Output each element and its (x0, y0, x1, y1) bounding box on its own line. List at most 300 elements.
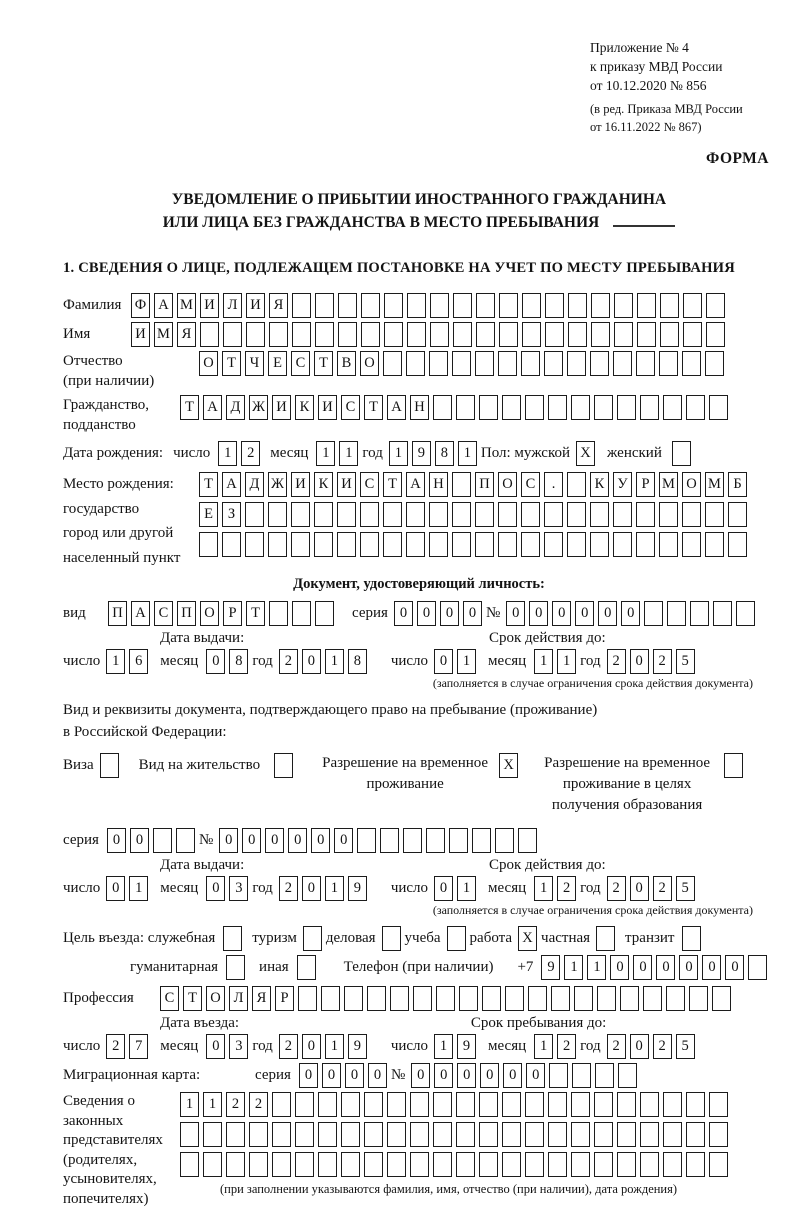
char-cell[interactable]: 1 (534, 1034, 553, 1059)
char-cell[interactable] (380, 828, 399, 853)
char-cell[interactable] (315, 322, 334, 347)
char-cell[interactable]: 1 (587, 955, 606, 980)
char-cell[interactable]: 5 (676, 1034, 695, 1059)
char-cell[interactable] (315, 293, 334, 318)
char-cell[interactable] (567, 472, 586, 497)
char-cell[interactable] (456, 1092, 475, 1117)
char-cell[interactable] (292, 322, 311, 347)
char-cell[interactable]: Т (383, 472, 402, 497)
char-cell[interactable] (426, 828, 445, 853)
char-cell[interactable] (682, 926, 701, 951)
char-cell[interactable]: 1 (218, 441, 237, 466)
char-cell[interactable]: Т (314, 351, 333, 376)
char-cell[interactable] (663, 395, 682, 420)
char-cell[interactable] (659, 502, 678, 527)
char-cell[interactable] (245, 502, 264, 527)
char-cell[interactable]: 0 (457, 1063, 476, 1088)
char-cell[interactable]: 2 (241, 441, 260, 466)
char-cell[interactable]: Е (268, 351, 287, 376)
char-cell[interactable] (249, 1152, 268, 1177)
char-cell[interactable] (318, 1092, 337, 1117)
char-cell[interactable] (528, 986, 547, 1011)
char-cell[interactable] (640, 395, 659, 420)
char-cell[interactable]: О (682, 472, 701, 497)
char-cell[interactable] (357, 828, 376, 853)
char-cell[interactable] (360, 532, 379, 557)
char-cell[interactable]: И (291, 472, 310, 497)
char-cell[interactable] (476, 293, 495, 318)
char-cell[interactable]: О (200, 601, 219, 626)
char-cell[interactable]: 0 (345, 1063, 364, 1088)
char-cell[interactable] (429, 502, 448, 527)
char-cell[interactable] (544, 532, 563, 557)
char-cell[interactable]: 0 (322, 1063, 341, 1088)
char-cell[interactable] (383, 351, 402, 376)
char-cell[interactable] (410, 1122, 429, 1147)
char-cell[interactable]: Р (223, 601, 242, 626)
char-cell[interactable]: 0 (302, 1034, 321, 1059)
char-cell[interactable] (479, 1122, 498, 1147)
char-cell[interactable]: 2 (557, 1034, 576, 1059)
char-cell[interactable] (640, 1152, 659, 1177)
char-cell[interactable]: 0 (299, 1063, 318, 1088)
char-cell[interactable] (344, 986, 363, 1011)
char-cell[interactable] (203, 1122, 222, 1147)
char-cell[interactable] (274, 753, 293, 778)
char-cell[interactable] (659, 532, 678, 557)
char-cell[interactable] (387, 1092, 406, 1117)
char-cell[interactable]: Я (177, 322, 196, 347)
char-cell[interactable] (689, 986, 708, 1011)
char-cell[interactable] (567, 502, 586, 527)
char-cell[interactable]: 0 (656, 955, 675, 980)
char-cell[interactable] (594, 1122, 613, 1147)
char-cell[interactable] (341, 1122, 360, 1147)
char-cell[interactable]: Ж (249, 395, 268, 420)
char-cell[interactable]: Т (246, 601, 265, 626)
char-cell[interactable] (226, 1152, 245, 1177)
char-cell[interactable]: 0 (434, 1063, 453, 1088)
char-cell[interactable]: 6 (129, 649, 148, 674)
char-cell[interactable]: Н (429, 472, 448, 497)
char-cell[interactable]: Я (269, 293, 288, 318)
char-cell[interactable]: 8 (229, 649, 248, 674)
char-cell[interactable]: 1 (316, 441, 335, 466)
char-cell[interactable] (200, 322, 219, 347)
char-cell[interactable] (452, 472, 471, 497)
char-cell[interactable] (595, 1063, 614, 1088)
char-cell[interactable] (338, 322, 357, 347)
char-cell[interactable] (548, 395, 567, 420)
char-cell[interactable] (706, 293, 725, 318)
char-cell[interactable]: Л (229, 986, 248, 1011)
char-cell[interactable]: 2 (249, 1092, 268, 1117)
char-cell[interactable] (361, 322, 380, 347)
char-cell[interactable] (475, 351, 494, 376)
char-cell[interactable] (341, 1152, 360, 1177)
char-cell[interactable] (272, 1092, 291, 1117)
char-cell[interactable]: П (108, 601, 127, 626)
char-cell[interactable] (574, 986, 593, 1011)
char-cell[interactable] (406, 351, 425, 376)
char-cell[interactable]: 1 (434, 1034, 453, 1059)
char-cell[interactable] (433, 395, 452, 420)
char-cell[interactable] (525, 1152, 544, 1177)
char-cell[interactable] (430, 322, 449, 347)
char-cell[interactable]: Б (728, 472, 747, 497)
char-cell[interactable] (222, 532, 241, 557)
char-cell[interactable]: Т (364, 395, 383, 420)
char-cell[interactable] (100, 753, 119, 778)
char-cell[interactable] (291, 532, 310, 557)
char-cell[interactable]: 0 (526, 1063, 545, 1088)
char-cell[interactable]: З (222, 502, 241, 527)
char-cell[interactable]: 0 (506, 601, 525, 626)
char-cell[interactable]: И (200, 293, 219, 318)
char-cell[interactable]: 2 (607, 1034, 626, 1059)
char-cell[interactable]: И (272, 395, 291, 420)
char-cell[interactable] (318, 1122, 337, 1147)
char-cell[interactable]: 0 (311, 828, 330, 853)
char-cell[interactable]: Ф (131, 293, 150, 318)
char-cell[interactable] (297, 955, 316, 980)
char-cell[interactable]: 1 (325, 876, 344, 901)
char-cell[interactable]: 1 (129, 876, 148, 901)
char-cell[interactable] (572, 1063, 591, 1088)
char-cell[interactable]: С (360, 472, 379, 497)
char-cell[interactable] (413, 986, 432, 1011)
char-cell[interactable] (713, 601, 732, 626)
char-cell[interactable] (548, 1092, 567, 1117)
char-cell[interactable] (686, 1092, 705, 1117)
char-cell[interactable] (686, 395, 705, 420)
char-cell[interactable] (382, 926, 401, 951)
char-cell[interactable]: 9 (457, 1034, 476, 1059)
char-cell[interactable]: С (154, 601, 173, 626)
char-cell[interactable]: 0 (621, 601, 640, 626)
char-cell[interactable] (223, 322, 242, 347)
char-cell[interactable] (314, 532, 333, 557)
char-cell[interactable]: 0 (394, 601, 413, 626)
char-cell[interactable] (544, 502, 563, 527)
char-cell[interactable] (568, 293, 587, 318)
char-cell[interactable] (475, 532, 494, 557)
char-cell[interactable] (176, 828, 195, 853)
char-cell[interactable] (390, 986, 409, 1011)
char-cell[interactable] (666, 986, 685, 1011)
char-cell[interactable]: К (314, 472, 333, 497)
char-cell[interactable] (705, 532, 724, 557)
char-cell[interactable] (246, 322, 265, 347)
char-cell[interactable]: Т (183, 986, 202, 1011)
char-cell[interactable]: 0 (440, 601, 459, 626)
char-cell[interactable]: 0 (503, 1063, 522, 1088)
char-cell[interactable]: С (341, 395, 360, 420)
char-cell[interactable] (544, 351, 563, 376)
char-cell[interactable]: М (659, 472, 678, 497)
char-cell[interactable]: 0 (417, 601, 436, 626)
char-cell[interactable] (660, 322, 679, 347)
char-cell[interactable]: 0 (725, 955, 744, 980)
char-cell[interactable] (709, 1092, 728, 1117)
char-cell[interactable]: П (177, 601, 196, 626)
char-cell[interactable] (203, 1152, 222, 1177)
char-cell[interactable] (568, 322, 587, 347)
char-cell[interactable] (613, 532, 632, 557)
char-cell[interactable]: Д (226, 395, 245, 420)
char-cell[interactable] (449, 828, 468, 853)
char-cell[interactable] (728, 502, 747, 527)
char-cell[interactable]: Т (199, 472, 218, 497)
char-cell[interactable]: И (131, 322, 150, 347)
char-cell[interactable] (383, 502, 402, 527)
char-cell[interactable] (525, 1092, 544, 1117)
char-cell[interactable]: 0 (610, 955, 629, 980)
char-cell[interactable] (594, 1092, 613, 1117)
char-cell[interactable] (594, 395, 613, 420)
char-cell[interactable] (459, 986, 478, 1011)
char-cell[interactable] (272, 1152, 291, 1177)
char-cell[interactable]: 2 (279, 649, 298, 674)
char-cell[interactable] (384, 322, 403, 347)
char-cell[interactable] (525, 1122, 544, 1147)
char-cell[interactable] (295, 1092, 314, 1117)
char-cell[interactable]: А (406, 472, 425, 497)
char-cell[interactable]: 5 (676, 876, 695, 901)
char-cell[interactable] (364, 1092, 383, 1117)
char-cell[interactable] (596, 926, 615, 951)
char-cell[interactable] (430, 293, 449, 318)
char-cell[interactable] (571, 1122, 590, 1147)
char-cell[interactable] (180, 1122, 199, 1147)
char-cell[interactable] (318, 1152, 337, 1177)
char-cell[interactable] (663, 1122, 682, 1147)
char-cell[interactable] (226, 1122, 245, 1147)
char-cell[interactable] (269, 322, 288, 347)
char-cell[interactable]: 0 (130, 828, 149, 853)
char-cell[interactable] (298, 986, 317, 1011)
char-cell[interactable] (590, 351, 609, 376)
char-cell[interactable] (472, 828, 491, 853)
char-cell[interactable]: Л (223, 293, 242, 318)
char-cell[interactable]: 0 (463, 601, 482, 626)
char-cell[interactable] (447, 926, 466, 951)
char-cell[interactable] (683, 322, 702, 347)
char-cell[interactable] (433, 1122, 452, 1147)
char-cell[interactable]: 3 (229, 876, 248, 901)
char-cell[interactable] (686, 1152, 705, 1177)
char-cell[interactable]: С (521, 472, 540, 497)
char-cell[interactable] (495, 828, 514, 853)
char-cell[interactable]: И (246, 293, 265, 318)
char-cell[interactable]: 2 (279, 876, 298, 901)
char-cell[interactable] (571, 1092, 590, 1117)
char-cell[interactable] (153, 828, 172, 853)
char-cell[interactable]: 0 (302, 649, 321, 674)
char-cell[interactable] (245, 532, 264, 557)
char-cell[interactable]: Ж (268, 472, 287, 497)
char-cell[interactable] (482, 986, 501, 1011)
char-cell[interactable] (452, 351, 471, 376)
char-cell[interactable] (453, 293, 472, 318)
char-cell[interactable] (683, 293, 702, 318)
char-cell[interactable] (597, 986, 616, 1011)
char-cell[interactable]: 1 (534, 649, 553, 674)
char-cell[interactable] (453, 322, 472, 347)
char-cell[interactable] (705, 351, 724, 376)
char-cell[interactable]: А (131, 601, 150, 626)
char-cell[interactable] (367, 986, 386, 1011)
char-cell[interactable] (499, 322, 518, 347)
char-cell[interactable] (571, 395, 590, 420)
char-cell[interactable] (518, 828, 537, 853)
char-cell[interactable] (682, 351, 701, 376)
char-cell[interactable] (338, 293, 357, 318)
char-cell[interactable] (636, 351, 655, 376)
char-cell[interactable] (268, 502, 287, 527)
char-cell[interactable]: 1 (339, 441, 358, 466)
char-cell[interactable] (613, 502, 632, 527)
char-cell[interactable]: 1 (325, 649, 344, 674)
char-cell[interactable] (387, 1122, 406, 1147)
char-cell[interactable] (594, 1152, 613, 1177)
char-cell[interactable] (613, 351, 632, 376)
char-cell[interactable] (591, 322, 610, 347)
char-cell[interactable] (660, 293, 679, 318)
char-cell[interactable]: 2 (653, 1034, 672, 1059)
char-cell[interactable]: 1 (457, 649, 476, 674)
char-cell[interactable]: Р (275, 986, 294, 1011)
char-cell[interactable] (614, 322, 633, 347)
char-cell[interactable] (429, 532, 448, 557)
char-cell[interactable] (456, 395, 475, 420)
char-cell[interactable]: 0 (702, 955, 721, 980)
char-cell[interactable]: 2 (607, 876, 626, 901)
char-cell[interactable]: С (291, 351, 310, 376)
char-cell[interactable] (521, 502, 540, 527)
char-cell[interactable] (502, 1122, 521, 1147)
char-cell[interactable]: 1 (389, 441, 408, 466)
char-cell[interactable] (659, 351, 678, 376)
char-cell[interactable] (505, 986, 524, 1011)
char-cell[interactable] (292, 601, 311, 626)
char-cell[interactable] (686, 1122, 705, 1147)
char-cell[interactable]: 8 (348, 649, 367, 674)
char-cell[interactable]: 0 (480, 1063, 499, 1088)
char-cell[interactable] (364, 1122, 383, 1147)
char-cell[interactable]: 0 (265, 828, 284, 853)
char-cell[interactable] (226, 955, 245, 980)
char-cell[interactable] (617, 1092, 636, 1117)
char-cell[interactable] (643, 986, 662, 1011)
char-cell[interactable]: К (590, 472, 609, 497)
char-cell[interactable] (452, 502, 471, 527)
char-cell[interactable]: У (613, 472, 632, 497)
char-cell[interactable] (361, 293, 380, 318)
char-cell[interactable] (640, 1092, 659, 1117)
char-cell[interactable] (521, 351, 540, 376)
char-cell[interactable] (180, 1152, 199, 1177)
char-cell[interactable] (614, 293, 633, 318)
char-cell[interactable]: 0 (242, 828, 261, 853)
char-cell[interactable]: О (498, 472, 517, 497)
char-cell[interactable] (199, 532, 218, 557)
char-cell[interactable]: Я (252, 986, 271, 1011)
char-cell[interactable]: 2 (607, 649, 626, 674)
char-cell[interactable]: 1 (203, 1092, 222, 1117)
char-cell[interactable] (663, 1152, 682, 1177)
char-cell[interactable] (295, 1122, 314, 1147)
char-cell[interactable] (636, 532, 655, 557)
char-cell[interactable]: 1 (106, 649, 125, 674)
char-cell[interactable] (663, 1092, 682, 1117)
char-cell[interactable] (476, 322, 495, 347)
char-cell[interactable]: 8 (435, 441, 454, 466)
char-cell[interactable]: 9 (412, 441, 431, 466)
char-cell[interactable] (724, 753, 743, 778)
char-cell[interactable] (303, 926, 322, 951)
char-cell[interactable]: 0 (206, 649, 225, 674)
char-cell[interactable]: 0 (552, 601, 571, 626)
char-cell[interactable] (748, 955, 767, 980)
char-cell[interactable]: . (544, 472, 563, 497)
char-cell[interactable]: 0 (106, 876, 125, 901)
char-cell[interactable] (269, 601, 288, 626)
char-cell[interactable]: И (318, 395, 337, 420)
char-cell[interactable] (314, 502, 333, 527)
char-cell[interactable] (617, 395, 636, 420)
char-cell[interactable] (682, 502, 701, 527)
char-cell[interactable]: 0 (219, 828, 238, 853)
char-cell[interactable] (590, 532, 609, 557)
char-cell[interactable] (410, 1092, 429, 1117)
char-cell[interactable]: 1 (325, 1034, 344, 1059)
char-cell[interactable] (407, 322, 426, 347)
char-cell[interactable] (525, 395, 544, 420)
char-cell[interactable]: 9 (348, 1034, 367, 1059)
char-cell[interactable]: 0 (411, 1063, 430, 1088)
char-cell[interactable] (433, 1092, 452, 1117)
char-cell[interactable] (522, 322, 541, 347)
char-cell[interactable]: 3 (229, 1034, 248, 1059)
char-cell[interactable]: О (360, 351, 379, 376)
char-cell[interactable] (249, 1122, 268, 1147)
char-cell[interactable] (682, 532, 701, 557)
char-cell[interactable]: 0 (288, 828, 307, 853)
char-cell[interactable] (667, 601, 686, 626)
char-cell[interactable] (709, 1152, 728, 1177)
char-cell[interactable]: 0 (575, 601, 594, 626)
char-cell[interactable] (567, 351, 586, 376)
char-cell[interactable]: 1 (534, 876, 553, 901)
char-cell[interactable]: С (160, 986, 179, 1011)
char-cell[interactable] (709, 1122, 728, 1147)
char-cell[interactable] (406, 532, 425, 557)
char-cell[interactable] (521, 532, 540, 557)
char-cell[interactable] (712, 986, 731, 1011)
char-cell[interactable] (549, 1063, 568, 1088)
char-cell[interactable] (522, 293, 541, 318)
char-cell[interactable]: 9 (541, 955, 560, 980)
char-cell[interactable]: М (154, 322, 173, 347)
char-cell[interactable]: А (222, 472, 241, 497)
char-cell[interactable]: X (576, 441, 595, 466)
char-cell[interactable]: 1 (457, 876, 476, 901)
char-cell[interactable] (548, 1152, 567, 1177)
char-cell[interactable]: Е (199, 502, 218, 527)
char-cell[interactable] (618, 1063, 637, 1088)
char-cell[interactable]: 1 (564, 955, 583, 980)
